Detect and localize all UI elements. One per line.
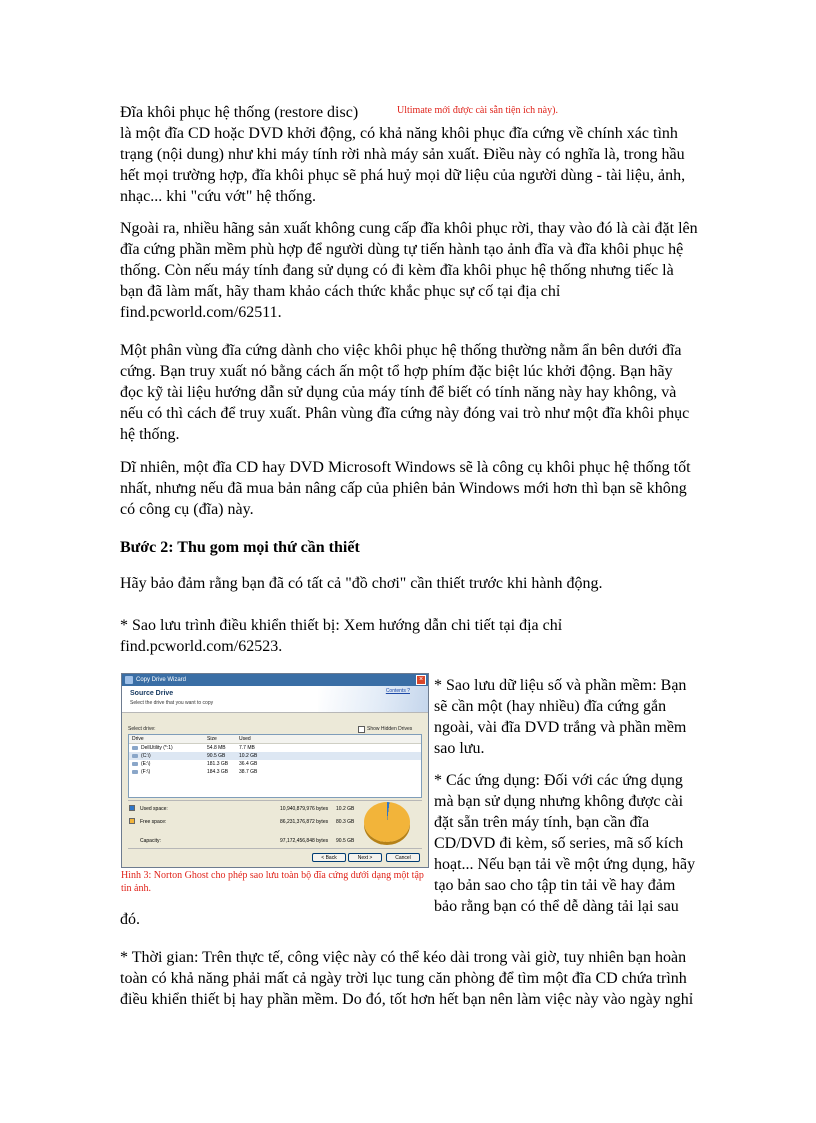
paragraph-manufacturer: Ngoài ra, nhiều hãng sản xuất không cung cấp đĩa khôi phục rời, thay vào đó là cài đặt lên đĩa cứng phần mềm phù hợp để người dùng tự tiến hành tạo ảnh đĩa và đĩa khôi phục hệ thống. Còn nếu máy tính đang sử dụng có đi kèm đĩa khôi phục hệ thống nhưng tiếc là bạn đã làm mất, hãy tham khảo cách thức khắc phục sự cố tại địa chỉ find.pcworld.com/62511. <box>120 220 698 321</box>
used-swatch <box>129 805 135 811</box>
column-drive: Drive <box>132 736 144 742</box>
table-row[interactable] <box>129 744 421 752</box>
free-bytes: 86,231,376,872 bytes <box>280 819 329 825</box>
used-bytes: 10,940,879,976 bytes <box>280 806 329 812</box>
drive-used: 38.7 GB <box>239 769 258 775</box>
window-app-icon <box>125 676 133 684</box>
column-used: Used <box>239 736 251 742</box>
drive-list[interactable] <box>128 734 422 798</box>
side-paragraph-backup: * Sao lưu dữ liệu số và phần mềm: Bạn sẽ cần một (hay nhiều) đĩa cứng gắn ngoài, vài đĩa DVD trắng và phần mềm sao lưu. <box>434 677 687 757</box>
paragraph-time: * Thời gian: Trên thực tế, công việc này có thể kéo dài trong vài giờ, tuy nhiên bạn hoàn toàn có khả năng phải mất cả ngày trời lục tung căn phòng để tìm một đĩa CD chứa trình điều khiển thiết bị hay phần mềm. Do đó, tốt hơn hết bạn nên làm việc này vào ngày nghỉ <box>120 949 694 1008</box>
drive-size: 54.8 MB <box>207 745 226 751</box>
free-swatch <box>129 818 135 824</box>
contents-link[interactable]: Contents ? <box>385 688 410 694</box>
usage-pie-chart <box>364 802 410 842</box>
paragraph-windows-disc: Dĩ nhiên, một đĩa CD hay DVD Microsoft Windows sẽ là công cụ khôi phục hệ thống tốt nhất, nhưng nếu đã mua bản nâng cấp của phiên bản Windows mới hơn thì bạn sẽ không có công cụ (đĩa) này. <box>120 459 691 518</box>
drive-icon <box>132 746 138 750</box>
window-titlebar <box>122 674 428 686</box>
drive-name: DellUtility (*:1) <box>141 745 173 751</box>
capacity-bytes: 97,172,456,848 bytes <box>280 838 329 844</box>
used-gb: 10.2 GB <box>336 806 355 812</box>
table-row[interactable] <box>129 768 421 776</box>
divider <box>128 800 422 801</box>
side-paragraph-apps-end: đó. <box>120 911 140 928</box>
drive-name: (F:\) <box>141 769 151 775</box>
free-label: Free space: <box>140 819 167 825</box>
side-paragraph-apps: * Các ứng dụng: Đối với các ứng dụng mà bạn sử dụng nhưng không được cài đặt sẵn trên máy tính, bạn cần đĩa CD/DVD đi kèm, số series, mã số kích hoạt... Nếu bạn tải về một ứng dụng, hãy tạo bản sao cho tập tin tải về hay đảm bảo rằng bạn có thể dễ dàng tải lại sau <box>434 772 696 915</box>
drive-used: 10.2 GB <box>239 753 258 759</box>
drive-size: 90.5 GB <box>207 753 226 759</box>
drive-name: (E:\) <box>141 761 151 767</box>
paragraph-partition: Một phân vùng đĩa cứng dành cho việc khôi phục hệ thống thường nằm ẩn bên dưới đĩa cứng. Bạn truy xuất nó bằng cách ấn một tổ hợp phím đặc biệt lúc khởi động. Bạn hãy đọc kỹ tài liệu hướng dẫn sử dụng của máy tính để biết có tính năng này hay không, và nếu có thì cách để truy xuất. Phân vùng đĩa cứng này đóng vai trò như một đĩa khôi phục hệ thống. <box>120 342 690 443</box>
column-size: Size <box>207 736 217 742</box>
back-button[interactable]: < Back <box>312 853 346 862</box>
drive-icon <box>132 754 138 758</box>
paragraph-driver-backup: * Sao lưu trình điều khiển thiết bị: Xem hướng dẫn chi tiết tại địa chỉ find.pcworld.com/62523. <box>120 617 563 655</box>
heading-step-2: Bước 2: Thu gom mọi thứ cần thiết <box>120 539 360 556</box>
drive-used: 7.7 MB <box>239 745 255 751</box>
next-button[interactable]: Next > <box>348 853 382 862</box>
cancel-button[interactable]: Cancel <box>386 853 420 862</box>
drive-icon <box>132 762 138 766</box>
show-hidden-label: Show Hidden Drives <box>367 726 413 732</box>
drive-name: (C:\) <box>141 753 151 759</box>
figure-caption: Hình 3: Norton Ghost cho phép sao lưu toàn bộ đĩa cứng dưới dạng một tập tin ảnh. <box>121 870 424 894</box>
drive-size: 184.3 GB <box>207 769 229 775</box>
top-note: Ultimate mới được cài sẵn tiện ích này). <box>397 105 558 116</box>
table-row[interactable] <box>129 752 421 760</box>
select-drive-label: Select drive: <box>128 726 156 732</box>
paragraph-restore-disc: là một đĩa CD hoặc DVD khởi động, có khả năng khôi phục đĩa cứng về chính xác tình trạng (nội dung) như khi máy tính rời nhà máy sản xuất. Điều này có nghĩa là, trong hầu hết mọi trường hợp, đĩa khôi phục sẽ phá huỷ mọi dữ liệu của người dùng - tài liệu, ảnh, nhạc... khi "cứu vớt" hệ thống. <box>120 125 686 205</box>
screenshot-figure <box>121 673 429 868</box>
table-row[interactable] <box>129 760 421 768</box>
used-label: Used space: <box>140 806 168 812</box>
capacity-gb: 90.5 GB <box>336 838 355 844</box>
section-title-line: Đĩa khôi phục hệ thống (restore disc) <box>120 104 359 121</box>
drive-size: 181.3 GB <box>207 761 229 767</box>
window-title: Copy Drive Wizard <box>136 677 187 683</box>
section-subtitle: Select the drive that you want to copy <box>130 700 214 706</box>
close-icon[interactable]: × <box>416 675 426 685</box>
drive-list-header <box>129 735 421 744</box>
section-title: Source Drive <box>130 690 174 697</box>
divider <box>128 848 422 849</box>
drive-icon <box>132 770 138 774</box>
header-swoosh <box>318 686 428 712</box>
capacity-label: Capacity: <box>140 838 161 844</box>
free-gb: 80.3 GB <box>336 819 355 825</box>
drive-used: 36.4 GB <box>239 761 258 767</box>
paragraph-gather: Hãy bảo đảm rằng bạn đã có tất cả "đồ chơi" cần thiết trước khi hành động. <box>120 575 603 592</box>
wizard-header <box>122 686 428 713</box>
show-hidden-checkbox[interactable] <box>358 726 365 733</box>
